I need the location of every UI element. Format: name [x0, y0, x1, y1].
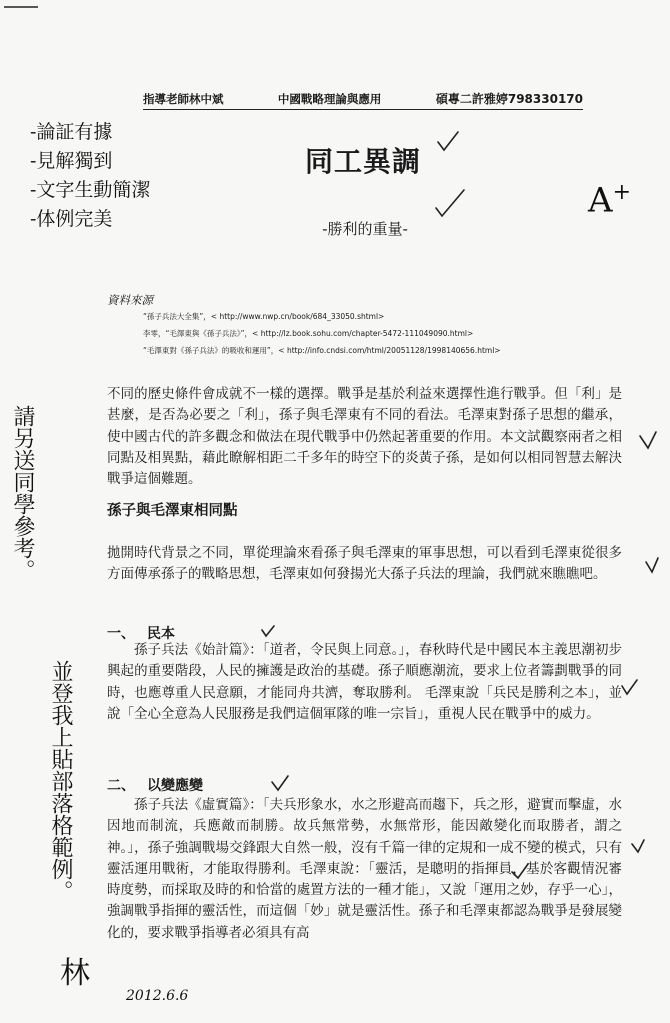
- point-paragraph: 孫子兵法《始計篇》：「道者，令民與上同意。」，春秋時代是中國民本主義思潮初步興起的重要階段，人民的擁護是政治的基礎。孫子順應潮流，要求上位者籌劃戰爭的同時，也應尊重人民意願，才能同舟共濟，奪取勝利。 毛澤東說「兵民是勝利之本」，並說「全心全意為人民服務是我們這個軍隊的唯一宗旨」，重視人民在戰爭中的威力。: [107, 642, 622, 722]
- source-item: 李零，“毛澤東與《孫子兵法》”，< http://lz.book.sohu.com/chapter-5472-111049090.html>: [143, 329, 474, 338]
- check-mark-icon: [272, 776, 288, 790]
- rubric-item: -論証有據: [30, 121, 113, 143]
- grade-letter: A: [588, 180, 613, 221]
- document-subtitle: -勝利的重量-: [322, 220, 408, 238]
- point-heading-text: 以變應變: [147, 778, 203, 794]
- handwritten-date: 2012.6.6: [126, 988, 189, 1004]
- intro-paragraph: 不同的歷史條件會成就不一樣的選擇。戰爭是基於利益來選擇性進行戰爭。但「利」是甚麼，是否為必要之「利」，孫子與毛澤東有不同的看法。毛澤東對孫子思想的繼承，使中國古代的許多觀念和做法在現代戰爭中仍然起著重要的作用。本文試觀察兩者之相同點及相異點，藉此瞭解相距二千多年的時空下的炎黃子孫，是如何以相同智慧去解決戰爭這個難題。: [107, 386, 622, 488]
- section-title: 孫子與毛澤東相同點: [107, 503, 238, 519]
- student-info: 碩專二許雅婷798330170: [435, 92, 583, 106]
- check-mark-icon: [632, 840, 644, 852]
- check-mark-icon: [622, 680, 637, 694]
- rubric-item: -体例完美: [30, 208, 113, 230]
- rubric-item: -文字生動簡潔: [30, 179, 151, 201]
- grade-plus: +: [612, 180, 631, 205]
- section-intro-paragraph: 拋開時代背景之不同，單從理論來看孫子與毛澤東的軍事思想，可以看到毛澤東從很多方面傳承孫子的戰略思想，毛澤東如何發揚光大孫子兵法的理論，我們就來瞧瞧吧。: [107, 545, 622, 583]
- rubric-item: -見解獨到: [30, 150, 113, 172]
- check-mark-icon: [438, 132, 458, 150]
- advisor-name: 指導老師林中斌: [143, 92, 224, 106]
- sources-label: 資料來源: [107, 293, 153, 307]
- source-item: “孫子兵法大全集”，< http://www.nwp.cn/book/684_33050.shtml>: [143, 312, 385, 321]
- handwritten-side-note: 並登我上貼部落格範例。: [48, 660, 73, 902]
- handwritten-signature: 林: [60, 956, 90, 991]
- point-paragraph: 孫子兵法《虛實篇》：「夫兵形象水，水之形避高而趨下，兵之形，避實而擊虛，水因地而制流，兵應敵而制勝。故兵無常勢，水無常形，能因敵變化而取勝者，謂之神。」，孫子強調戰場交鋒跟大自然一般，沒有千篇一律的定規和一成不變的模式，只有靈活運用戰術，才能取得勝利。毛澤東說：「靈活，是聰明的指揮員，基於客觀情況審時度勢，而採取及時的和恰當的處置方法的一種才能」，又說「運用之妙，存乎一心」，強調戰爭指揮的靈活性，而這個「妙」就是靈活性。孫子和毛澤東都認為戰爭是發展變化的，要求戰爭指導者必須具有高: [107, 797, 622, 941]
- point-number: 一、: [107, 626, 135, 642]
- handwritten-side-note: 請另送同學參考。: [10, 405, 35, 581]
- source-item: “毛澤東對《孫子兵法》的吸收和運用”，< http://info.cndsi.com/html/20051128/1998140656.html>: [143, 346, 501, 355]
- check-mark-icon: [262, 626, 274, 636]
- point-number: 二、: [107, 778, 135, 794]
- check-mark-icon: [640, 432, 656, 448]
- check-mark-icon: [436, 190, 464, 216]
- course-name: 中國戰略理論與應用: [277, 92, 382, 106]
- check-mark-icon: [646, 558, 658, 572]
- check-mark-icon: [512, 864, 528, 878]
- point-heading-text: 民本: [147, 626, 175, 642]
- document-title: 同工異調: [304, 145, 421, 178]
